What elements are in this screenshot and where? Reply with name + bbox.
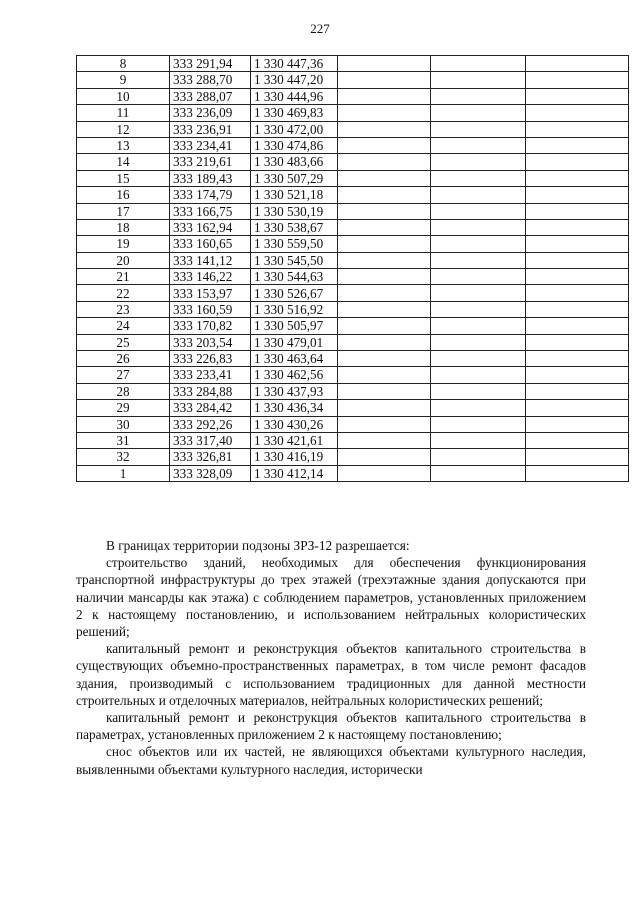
x-coordinate-cell: 333 284,42 [170, 400, 251, 416]
table-row [77, 187, 629, 203]
table-row [77, 367, 629, 383]
y-coordinate-cell: 1 330 505,97 [251, 318, 338, 334]
x-coordinate-cell: 333 233,41 [170, 367, 251, 383]
empty-cell [338, 383, 431, 399]
table-row [77, 154, 629, 170]
x-coordinate-cell: 333 166,75 [170, 203, 251, 219]
empty-cell [431, 367, 526, 383]
table-row [77, 203, 629, 219]
empty-cell [338, 121, 431, 137]
point-number-cell: 25 [77, 334, 170, 350]
empty-cell [338, 449, 431, 465]
empty-cell [338, 154, 431, 170]
point-number-cell: 11 [77, 105, 170, 121]
empty-cell [526, 301, 629, 317]
y-coordinate-cell: 1 330 430,26 [251, 416, 338, 432]
point-number-cell: 27 [77, 367, 170, 383]
empty-cell [526, 252, 629, 268]
point-number-cell: 12 [77, 121, 170, 137]
x-coordinate-cell: 333 236,09 [170, 105, 251, 121]
y-coordinate-cell: 1 330 559,50 [251, 236, 338, 252]
y-coordinate-cell: 1 330 436,34 [251, 400, 338, 416]
point-number-cell: 22 [77, 285, 170, 301]
empty-cell [526, 56, 629, 72]
point-number-cell: 29 [77, 400, 170, 416]
empty-cell [431, 432, 526, 448]
point-number-cell: 17 [77, 203, 170, 219]
empty-cell [431, 137, 526, 153]
empty-cell [338, 367, 431, 383]
empty-cell [431, 121, 526, 137]
x-coordinate-cell: 333 317,40 [170, 432, 251, 448]
empty-cell [338, 137, 431, 153]
empty-cell [526, 285, 629, 301]
empty-cell [431, 72, 526, 88]
y-coordinate-cell: 1 330 474,86 [251, 137, 338, 153]
x-coordinate-cell: 333 226,83 [170, 351, 251, 367]
x-coordinate-cell: 333 236,91 [170, 121, 251, 137]
table-row [77, 400, 629, 416]
y-coordinate-cell: 1 330 479,01 [251, 334, 338, 350]
table-row [77, 269, 629, 285]
table-row [77, 88, 629, 104]
empty-cell [526, 449, 629, 465]
x-coordinate-cell: 333 162,94 [170, 219, 251, 235]
empty-cell [526, 432, 629, 448]
empty-cell [338, 56, 431, 72]
page-number: 227 [310, 21, 330, 36]
empty-cell [526, 203, 629, 219]
empty-cell [526, 367, 629, 383]
empty-cell [526, 400, 629, 416]
table-row [77, 334, 629, 350]
y-coordinate-cell: 1 330 545,50 [251, 252, 338, 268]
empty-cell [526, 269, 629, 285]
y-coordinate-cell: 1 330 444,96 [251, 88, 338, 104]
y-coordinate-cell: 1 330 416,19 [251, 449, 338, 465]
y-coordinate-cell: 1 330 472,00 [251, 121, 338, 137]
empty-cell [431, 56, 526, 72]
x-coordinate-cell: 333 153,97 [170, 285, 251, 301]
y-coordinate-cell: 1 330 462,56 [251, 367, 338, 383]
y-coordinate-cell: 1 330 507,29 [251, 170, 338, 186]
table-row [77, 465, 629, 481]
y-coordinate-cell: 1 330 516,92 [251, 301, 338, 317]
paragraph-intro: В границах территории подзоны ЗРЗ-12 разрешается: [106, 538, 410, 553]
y-coordinate-cell: 1 330 447,36 [251, 56, 338, 72]
empty-cell [338, 170, 431, 186]
empty-cell [431, 285, 526, 301]
empty-cell [526, 187, 629, 203]
x-coordinate-cell: 333 234,41 [170, 137, 251, 153]
empty-cell [526, 88, 629, 104]
empty-cell [431, 383, 526, 399]
y-coordinate-cell: 1 330 469,83 [251, 105, 338, 121]
x-coordinate-cell: 333 160,59 [170, 301, 251, 317]
y-coordinate-cell: 1 330 412,14 [251, 465, 338, 481]
table-row [77, 351, 629, 367]
empty-cell [431, 334, 526, 350]
empty-cell [431, 219, 526, 235]
paragraph-item-2: капитальный ремонт и реконструкция объектов капитального строительства в существующих объемно-пространственных параметрах, в том числе ремонт фасадов здания, производимый с использованием традиционных для данной местности строительных и отделочных материалов, нейтральных колористических решений; [76, 641, 586, 708]
empty-cell [338, 219, 431, 235]
table-row [77, 56, 629, 72]
coordinates-table [76, 55, 629, 482]
table-row [77, 285, 629, 301]
empty-cell [431, 154, 526, 170]
empty-cell [526, 154, 629, 170]
x-coordinate-cell: 333 170,82 [170, 318, 251, 334]
point-number-cell: 1 [77, 465, 170, 481]
empty-cell [526, 318, 629, 334]
point-number-cell: 8 [77, 56, 170, 72]
paragraph-item-4: снос объектов или их частей, не являющихся объектами культурного наследия, выявленными объектами культурного наследия, исторически [76, 744, 586, 777]
table-row [77, 383, 629, 399]
empty-cell [338, 416, 431, 432]
x-coordinate-cell: 333 189,43 [170, 170, 251, 186]
point-number-cell: 23 [77, 301, 170, 317]
y-coordinate-cell: 1 330 483,66 [251, 154, 338, 170]
point-number-cell: 13 [77, 137, 170, 153]
y-coordinate-cell: 1 330 437,93 [251, 383, 338, 399]
empty-cell [338, 269, 431, 285]
x-coordinate-cell: 333 291,94 [170, 56, 251, 72]
table-row [77, 236, 629, 252]
x-coordinate-cell: 333 174,79 [170, 187, 251, 203]
point-number-cell: 9 [77, 72, 170, 88]
empty-cell [526, 236, 629, 252]
empty-cell [431, 318, 526, 334]
table-row [77, 219, 629, 235]
empty-cell [338, 236, 431, 252]
table-row [77, 252, 629, 268]
x-coordinate-cell: 333 288,70 [170, 72, 251, 88]
empty-cell [338, 351, 431, 367]
table-row [77, 318, 629, 334]
paragraph-item-1: строительство зданий, необходимых для обеспечения функционирования транспортной инфраструктуры до трех этажей (трехэтажные здания допускаются при наличии мансарды как этажа) с соблюдением параметров, установленных приложением 2 к настоящему постановлению, и использованием нейтральных колористических решений; [76, 555, 586, 640]
table-row [77, 121, 629, 137]
empty-cell [526, 121, 629, 137]
point-number-cell: 16 [77, 187, 170, 203]
x-coordinate-cell: 333 141,12 [170, 252, 251, 268]
empty-cell [526, 334, 629, 350]
point-number-cell: 20 [77, 252, 170, 268]
empty-cell [338, 400, 431, 416]
empty-cell [431, 88, 526, 104]
table-row [77, 301, 629, 317]
empty-cell [431, 252, 526, 268]
empty-cell [431, 465, 526, 481]
x-coordinate-cell: 333 328,09 [170, 465, 251, 481]
point-number-cell: 28 [77, 383, 170, 399]
y-coordinate-cell: 1 330 447,20 [251, 72, 338, 88]
empty-cell [431, 269, 526, 285]
empty-cell [526, 105, 629, 121]
table-row [77, 170, 629, 186]
point-number-cell: 21 [77, 269, 170, 285]
x-coordinate-cell: 333 326,81 [170, 449, 251, 465]
empty-cell [338, 465, 431, 481]
empty-cell [431, 203, 526, 219]
y-coordinate-cell: 1 330 530,19 [251, 203, 338, 219]
empty-cell [338, 203, 431, 219]
empty-cell [338, 88, 431, 104]
y-coordinate-cell: 1 330 526,67 [251, 285, 338, 301]
empty-cell [338, 301, 431, 317]
point-number-cell: 10 [77, 88, 170, 104]
empty-cell [338, 105, 431, 121]
empty-cell [526, 137, 629, 153]
y-coordinate-cell: 1 330 421,61 [251, 432, 338, 448]
x-coordinate-cell: 333 288,07 [170, 88, 251, 104]
point-number-cell: 30 [77, 416, 170, 432]
y-coordinate-cell: 1 330 463,64 [251, 351, 338, 367]
empty-cell [431, 187, 526, 203]
y-coordinate-cell: 1 330 521,18 [251, 187, 338, 203]
empty-cell [431, 400, 526, 416]
table-row [77, 432, 629, 448]
empty-cell [526, 416, 629, 432]
empty-cell [338, 285, 431, 301]
empty-cell [526, 383, 629, 399]
point-number-cell: 14 [77, 154, 170, 170]
empty-cell [431, 449, 526, 465]
point-number-cell: 32 [77, 449, 170, 465]
empty-cell [338, 432, 431, 448]
x-coordinate-cell: 333 146,22 [170, 269, 251, 285]
x-coordinate-cell: 333 219,61 [170, 154, 251, 170]
empty-cell [526, 72, 629, 88]
point-number-cell: 26 [77, 351, 170, 367]
empty-cell [338, 252, 431, 268]
paragraph-item-3: капитальный ремонт и реконструкция объектов капитального строительства в параметрах, установленных приложением 2 к настоящему постановлению; [76, 710, 586, 743]
x-coordinate-cell: 333 284,88 [170, 383, 251, 399]
empty-cell [526, 170, 629, 186]
x-coordinate-cell: 333 292,26 [170, 416, 251, 432]
body-text [76, 537, 586, 778]
empty-cell [431, 351, 526, 367]
table-row [77, 416, 629, 432]
empty-cell [526, 351, 629, 367]
y-coordinate-cell: 1 330 544,63 [251, 269, 338, 285]
table-row [77, 105, 629, 121]
coordinates-table-body [77, 56, 629, 482]
empty-cell [338, 334, 431, 350]
empty-cell [431, 170, 526, 186]
empty-cell [338, 318, 431, 334]
empty-cell [526, 465, 629, 481]
table-row [77, 449, 629, 465]
empty-cell [431, 236, 526, 252]
point-number-cell: 18 [77, 219, 170, 235]
x-coordinate-cell: 333 160,65 [170, 236, 251, 252]
table-row [77, 72, 629, 88]
point-number-cell: 15 [77, 170, 170, 186]
empty-cell [338, 187, 431, 203]
empty-cell [431, 416, 526, 432]
y-coordinate-cell: 1 330 538,67 [251, 219, 338, 235]
empty-cell [431, 105, 526, 121]
point-number-cell: 24 [77, 318, 170, 334]
empty-cell [431, 301, 526, 317]
point-number-cell: 31 [77, 432, 170, 448]
empty-cell [338, 72, 431, 88]
table-row [77, 137, 629, 153]
point-number-cell: 19 [77, 236, 170, 252]
empty-cell [526, 219, 629, 235]
x-coordinate-cell: 333 203,54 [170, 334, 251, 350]
